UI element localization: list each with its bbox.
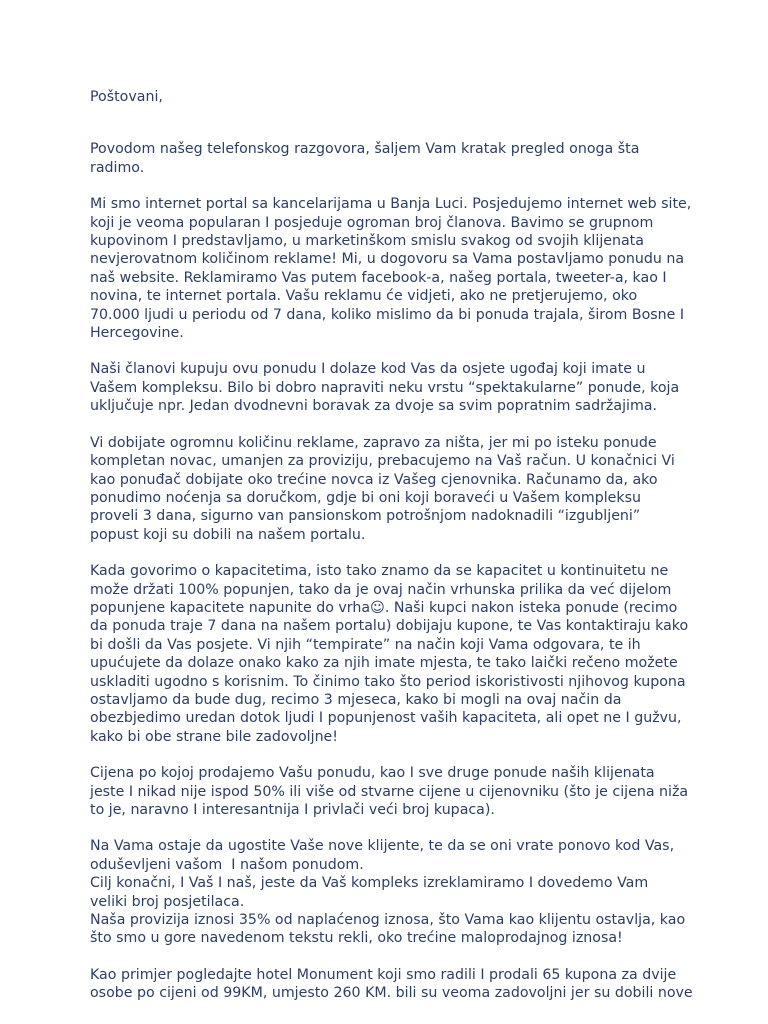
text-line: Hercegovine. [90,325,184,342]
text-line: oduševljeni vašom I našom ponudom. [90,856,364,873]
text-line: kupovinom I predstavljamo, u marketinškom smislu svakog od svojih klijenata [90,233,644,250]
text-line: 70.000 ljudi u periodu od 7 dana, koliko mislimo da bi ponuda trajala, širom Bosne I [90,306,685,323]
text-line: veliki broj posjetilaca. [90,893,245,910]
paragraph [90,434,690,544]
text-line: uključuje npr. Jedan dvodnevni boravak za dvoje sa svim popratnim sadržajima. [90,398,657,415]
text-line: koji je veoma popularan I posjeduje ogroman broj članova. Bavimo se grupnom [90,214,654,231]
paragraph [90,837,690,947]
text-line: popunjene kapacitete napunite do vrha☺. Naši kupci nakon isteka ponude (recimo [90,599,678,616]
text-line: naš website. Reklamiramo Vas putem facebook-a, našeg portala, tweeter-a, kao I [90,269,667,286]
text-line: što smo u gore navedenom tekstu rekli, oko trećine maloprodajnog iznosa! [90,930,623,947]
text-line: popust koji su dobili na našem portalu. [90,526,366,543]
text-line: kako bi obe strane bile zadovoljne! [90,728,338,745]
text-line: novina, te internet portala. Vašu reklamu će vidjeti, ako ne pretjerujemo, oko [90,288,638,305]
text-line: jeste I nikad nije ispod 50% ili više od stvarne cijene u cijenovniku (što je cijena niža [90,783,689,800]
text-line: to je, naravno I interesantnija I privlači veći broj kupaca). [90,802,495,818]
text-line: Cijena po kojoj prodajemo Vašu ponudu, kao I sve druge ponude naših klijenata [90,765,655,782]
text-line: ponudimo noćenja sa doručkom, gdje bi oni koji boraveći u Vašem kompleksu [90,489,641,506]
letter-paragraphs [90,140,693,1002]
text-line: Na Vama ostaje da ugostite Vaše nove klijente, te da se oni vrate ponovo kod Vas, [90,838,675,855]
text-line: Kada govorimo o kapacitetima, isto tako znamo da se kapacitet u kontinuitetu ne [90,563,669,580]
paragraph [90,195,690,342]
text-line: bi došli da Vas posjete. Vi njih “tempirate” na način koji Vama odgovara, te ih [90,636,641,653]
text-line: kompletan novac, umanjen za proviziju, prebacujemo na Vaš račun. U konačnici Vi [90,453,675,470]
paragraph [90,764,690,819]
text-line: da ponuda traje 7 dana na našem portalu) dobijaju kupone, te Vas kontaktiraju kako [90,618,689,635]
paragraph [90,966,693,1003]
text-line: Vi dobijate ogromnu količinu reklame, zapravo za ništa, jer mi po isteku ponude [90,434,657,451]
text-line: Naši članovi kupuju ovu ponudu I dolaze kod Vas da osjete ugođaj koji imate u [90,361,646,378]
letter-body [90,88,693,1003]
text-line: Naša provizija iznosi 35% od naplaćenog iznosa, što Vama kao klijentu ostavlja, kao [90,912,686,929]
text-line: uskladiti ugodno s korisnim. To činimo tako što period iskoristivosti njihovog kupona [90,673,686,690]
text-line: Kao primjer pogledajte hotel Monument koji smo radili I prodali 65 kupona za dvije [90,966,677,983]
text-line: obezbjedimo uredan dotok ljudi I popunjenost vaših kapaciteta, ali opet ne I gužvu, [90,710,682,727]
text-line: Cilj konačni, I Vaš I naš, jeste da Vaš kompleks izreklamiramo I dovedemo Vam [90,875,649,892]
text-line: proveli 3 dana, sigurno van pansionskom potrošnjom nadoknadili “izgubljeni” [90,508,641,525]
paragraph [90,140,690,177]
text-line: može držati 100% popunjen, tako da je ovaj način vrhunska prilika da već dijelom [90,581,672,598]
text-line: upućujete da dolaze onako kako za njih imate mjesta, te tako laički rečeno možete [90,655,678,672]
text-line: Mi smo internet portal sa kancelarijama u Banja Luci. Posjedujemo internet web site, [90,196,692,213]
text-line: Povodom našeg telefonskog razgovora, šaljem Vam kratak pregled onoga šta [90,141,640,158]
text-line: kao ponuđač dobijate oko trećine novca iz Vašeg cjenovnika. Računamo da, ako [90,471,658,488]
greeting: Poštovani, [90,89,163,105]
text-line: ostavljamo da bude dug, recimo 3 mjeseca, kako bi mogli na ovaj način da [90,691,622,708]
text-line: Vašem kompleksu. Bilo bi dobro napraviti neku vrstu “spektakularne” ponude, koja [90,379,680,396]
text-line: radimo. [90,159,145,176]
text-line: nevjerovatnom količinom reklame! Mi, u dogovoru sa Vama postavljamo ponudu na [90,251,685,268]
paragraph [90,562,690,746]
text-line: osobe po cijeni od 99KM, umjesto 260 KM. bili su veoma zadovoljni jer su dobili nove [90,985,693,1002]
paragraph [90,360,690,415]
